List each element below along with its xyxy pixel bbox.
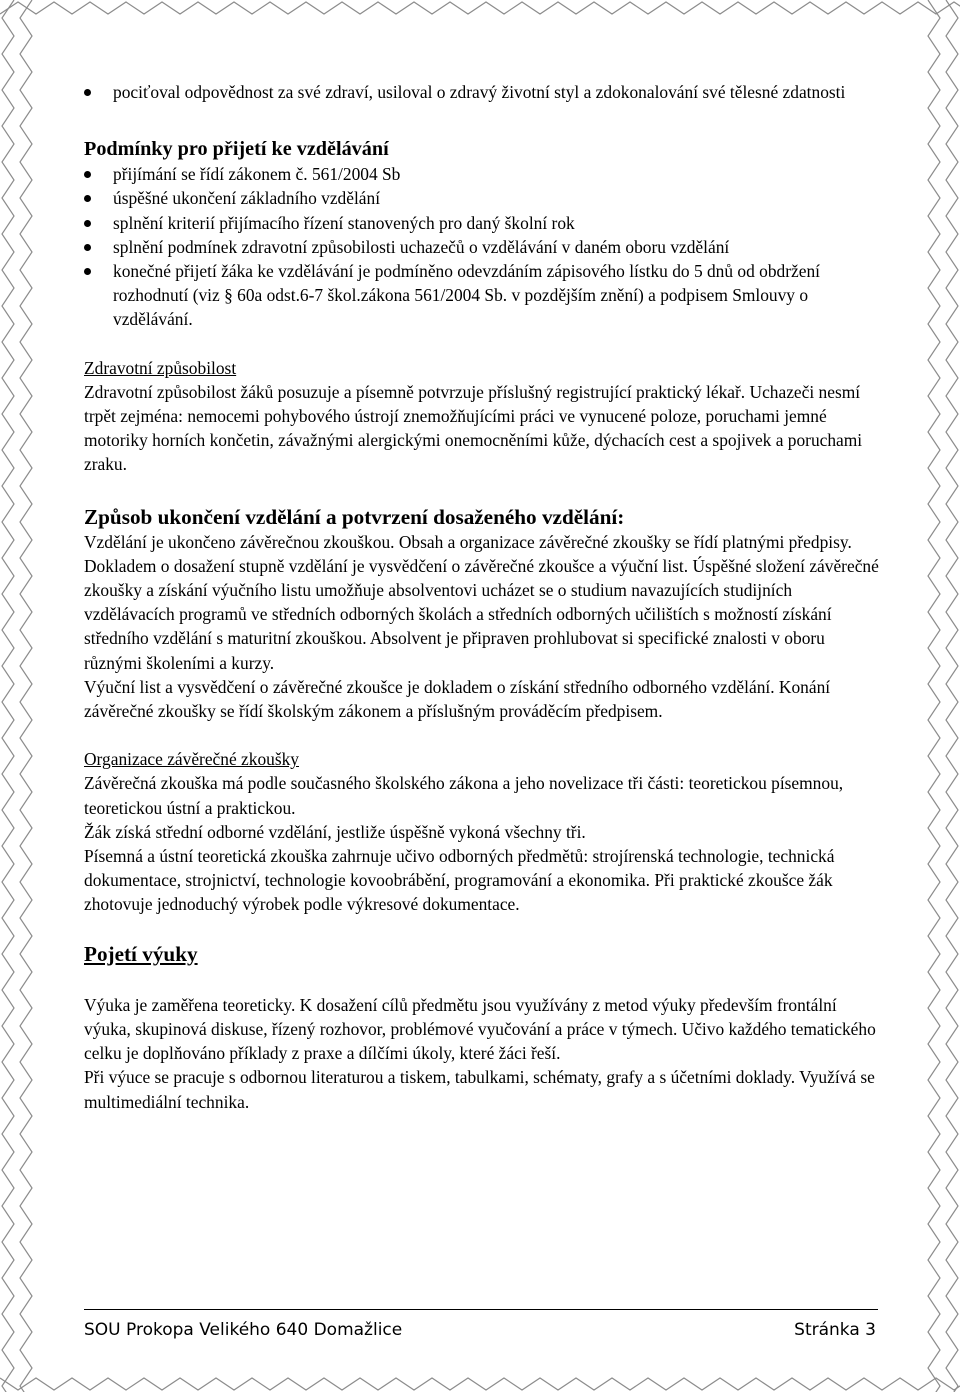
top-bullet-list (84, 80, 884, 104)
completion-paragraph-1: Vzdělání je ukončeno závěrečnou zkouškou. Obsah a organizace závěrečné zkoušky se řídí platnými předpisy. Dokladem o dosažení stupně vzdělání je vysvědčení o závěrečné zkoušce a výuční list. Úspěšné složení závěrečné zkoušky a získání výučního listu umožňuje absolventovi ucházet se o studium navazujících studijních vzdělávacích programů ve středních odborných školách a středních odborných učilištích s možností získání středního vzdělání s maturitní zkouškou. Absolvent je připraven prohlubovat si specifické znalosti v oboru různými školeními a kurzy. (84, 531, 879, 673)
health-heading: Zdravotní způsobilost (84, 357, 237, 378)
completion-heading: Způsob ukončení vzdělání a potvrzení dosaženého vzdělání: (84, 504, 625, 529)
admission-final-text: konečné přijetí žáka ke vzdělávání je podmíněno odevzdáním zápisového lístku do 5 dnů od obdržení rozhodnutí (viz § 60a odst.6-7 škol.zákona 561/2004 Sb. v pozdějším znění) a podpisem Smlouvy o vzdělávání. (113, 261, 821, 330)
teaching-paragraph-2: Při výuce se pracuje s odbornou literaturou a tiskem, tabulkami, schématy, grafy a s účetními doklady. Využívá se multimediální technika. (84, 1067, 875, 1112)
exam-paragraph-1: Závěrečná zkouška má podle současného školského zákona a jeho novelizace tři části: teoretickou písemnou, teoretickou ústní a praktickou. (84, 773, 844, 818)
teaching-heading: Pojetí výuky (84, 941, 198, 966)
list-item: úspěšné ukončení základního vzdělání (84, 186, 884, 210)
health-text: Zdravotní způsobilost žáků posuzuje a písemně potvrzuje příslušný registrující praktický lékař. Uchazeči nesmí trpět zejména: nemocemi pohybového ústrojí znemožňujícími práci ve vynucené poloze, poruchami jemné motoriky horních končetin, závažnými alergickými onemocněními kůže, dýchacích cest a spojivek a poruchami zraku. (84, 381, 863, 475)
completion-paragraph-2: Výuční list a vysvědčení o závěrečné zkoušce je dokladem o získání středního odborného vzdělání. Konání závěrečné zkoušky se řídí školským zákonem a příslušným prováděcím předpisem. (84, 676, 831, 722)
teaching-paragraph-1: Výuka je zaměřena teoreticky. K dosažení cílů předmětu jsou využívány z metod výuky především frontální výuka, skupinová diskuse, řízený rozhovor, problémové vyučování a práce v týmech. Učivo každého tematického celku je doplňováno příklady z praxe a dílčími úkoly, které žáci řeší. (84, 994, 876, 1064)
footer-school: SOU Prokopa Velikého 640 Domažlice (84, 1320, 403, 1340)
page-footer (84, 1320, 876, 1340)
footer-divider (84, 1309, 878, 1310)
document-page (84, 80, 884, 1114)
list-item: splnění podmínek zdravotní způsobilosti uchazečů o vzdělávání v daném oboru vzdělání (84, 235, 884, 259)
list-item: pociťoval odpovědnost za své zdraví, usiloval o zdravý životní styl a zdokonalování své tělesné zdatnosti (84, 80, 884, 104)
admission-list (84, 162, 884, 259)
exam-heading: Organizace závěrečné zkoušky (84, 749, 300, 770)
exam-paragraph-2: Žák získá střední odborné vzdělání, jestliže úspěšně vykoná všechny tři. (84, 821, 586, 842)
exam-paragraph-3: Písemná a ústní teoretická zkouška zahrnuje učivo odborných předmětů: strojírenská technologie, technická dokumentace, strojnictví, technologie kovoobrábění, programování a ekonomika. Při praktické zkoušce žák zhotovuje jednoduchý výrobek podle výkresové dokumentace. (84, 846, 835, 915)
list-item: přijímání se řídí zákonem č. 561/2004 Sb (84, 162, 884, 186)
list-item (84, 259, 884, 332)
admission-heading: Podmínky pro přijetí ke vzdělávání (84, 138, 389, 161)
footer-page-number: Stránka 3 (794, 1320, 876, 1340)
admission-list-final (84, 259, 884, 332)
list-item: splnění kriterií přijímacího řízení stanovených pro daný školní rok (84, 211, 884, 235)
